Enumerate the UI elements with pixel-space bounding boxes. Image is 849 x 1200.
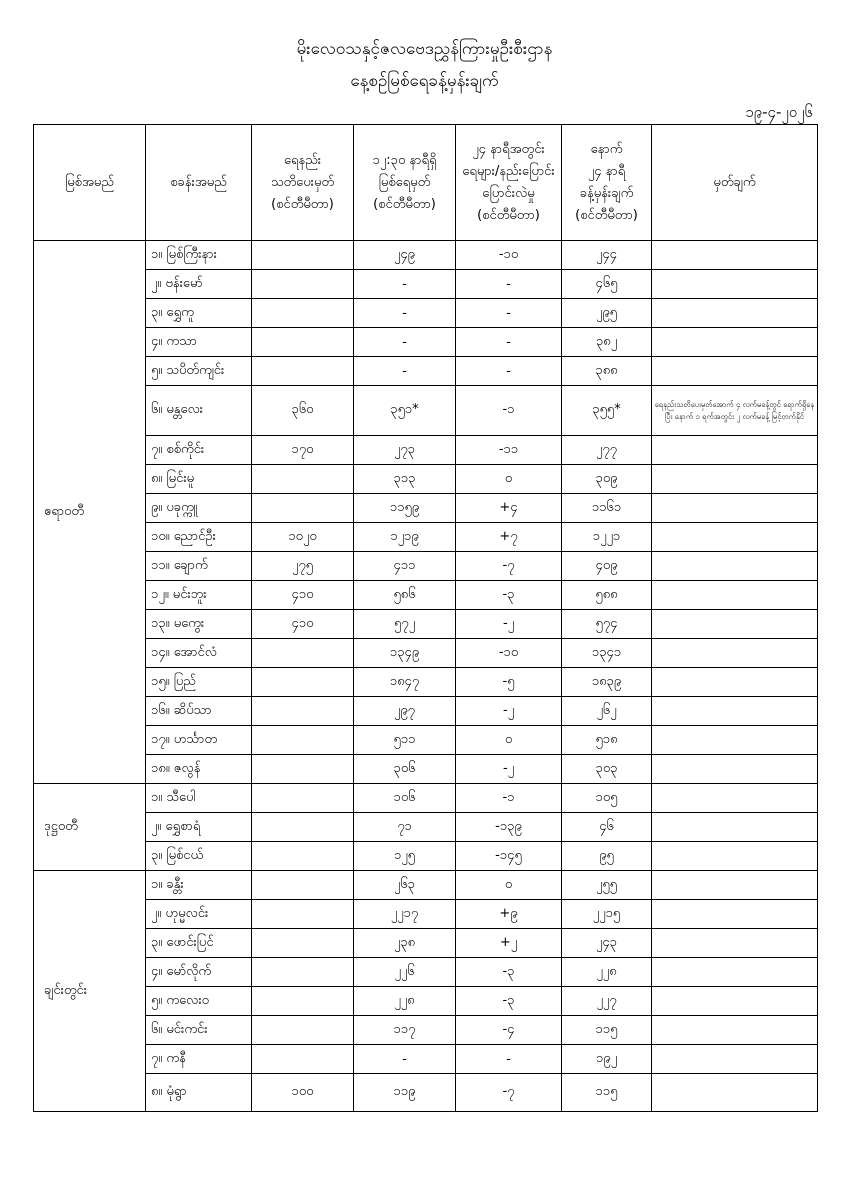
warning-level [252,755,354,784]
level-change: -၂ [456,697,562,726]
remark [652,929,818,958]
warning-level [252,357,354,386]
col-change-header: ၂၄ နာရီအတွင်း ရေများ/နည်းပြောင်း ပြောင်းလဲမှု (စင်တီမီတာ) [456,125,562,241]
warning-level: ၄၁၀ [252,610,354,639]
level-change: - [456,1045,562,1074]
forecast-level: ၂၄၄ [562,241,652,270]
water-level: ၃၅၁* [354,386,456,436]
level-change: +၄ [456,494,562,523]
remark [652,668,818,697]
table-row [34,871,818,900]
station-name: ၁၅။ ပြည် [146,668,252,697]
water-level: ၂၇၃ [354,436,456,465]
warning-level [252,639,354,668]
station-name: ၄။ မော်လိုက် [146,958,252,987]
col-warning-level-header: ရေနည်း သတိပေးမှတ် (စင်တီမီတာ) [252,125,354,241]
station-name: ၁၆။ ဆိပ်သာ [146,697,252,726]
table-row [34,436,818,465]
level-change: -၃ [456,581,562,610]
water-level: ၂၄၉ [354,241,456,270]
station-name: ၆။ မင်းကင်း [146,1016,252,1045]
station-name: ၁။ သီပေါ [146,784,252,813]
table-row [34,552,818,581]
level-change: -၃ [456,958,562,987]
col-forecast-header: နောက် ၂၄ နာရီ ခန့်မှန်းချက် (စင်တီမီတာ) [562,125,652,241]
table-row [34,494,818,523]
remark [652,328,818,357]
warning-level [252,726,354,755]
station-name: ၃။ ဖောင်းပြင် [146,929,252,958]
station-name: ၁၁။ ချောက် [146,552,252,581]
table-row [34,328,818,357]
remark [652,639,818,668]
water-level: ၂၂၆ [354,958,456,987]
station-name: ၁၃။ မကွေး [146,610,252,639]
forecast-level: ၃၀၉ [562,465,652,494]
water-level: ၁၂၅ [354,842,456,871]
level-change: +၇ [456,523,562,552]
forecast-level: ၂၉၅ [562,299,652,328]
river-name: ချင်းတွင်း [34,871,146,1112]
forecast-level: ၃၈၂ [562,328,652,357]
water-level: ၂၂၁၇ [354,900,456,929]
forecast-level: ၁၈၃၉ [562,668,652,697]
station-name: ၁၂။ မင်းဘူး [146,581,252,610]
table-row [34,610,818,639]
water-level: ၃၁၃ [354,465,456,494]
station-name: ၂။ ဟုမ္မလင်း [146,900,252,929]
warning-level: ၁၀၂၀ [252,523,354,552]
level-change: +၂ [456,929,562,958]
level-change: -၁၃၉ [456,813,562,842]
forecast-level: ၂၇၇ [562,436,652,465]
table-row [34,357,818,386]
table-row [34,299,818,328]
title-line-2: နေ့စဉ်မြစ်ရေခန့်မှန်းချက် [350,71,499,91]
water-level: - [354,299,456,328]
forecast-level: ၂၂၈ [562,958,652,987]
level-change: -၁၀ [456,639,562,668]
remark [652,900,818,929]
station-name: ၉။ ပခုက္ကူ [146,494,252,523]
remark [652,842,818,871]
warning-level [252,299,354,328]
forecast-level: ၂၂၇ [562,987,652,1016]
warning-level [252,842,354,871]
forecast-level: ၃၀၃ [562,755,652,784]
remark [652,784,818,813]
remark [652,958,818,987]
station-name: ၅။ သပိတ်ကျင်း [146,357,252,386]
table-row [34,386,818,436]
forecast-level: ၅၈၈ [562,581,652,610]
water-level: ၁၁၉ [354,1074,456,1112]
station-name: ၄။ ကသာ [146,328,252,357]
warning-level [252,900,354,929]
river-name: ဧရာဝတီ [34,241,146,784]
warning-level [252,813,354,842]
station-name: ၁၇။ ဟင်္သာတ [146,726,252,755]
table-row [34,784,818,813]
forecast-level: ၃၈၈ [562,357,652,386]
title-line-1: မိုးလေဝသနှင့်ဇလဗေဒညွှန်ကြားမှုဦးစီးဌာန [296,39,553,59]
table-body [34,241,818,1112]
remark [652,552,818,581]
level-change: -၇ [456,552,562,581]
warning-level: ၁၇၀ [252,436,354,465]
warning-level [252,1016,354,1045]
report-date: ၁၉-၄-၂၀၂၆ [745,103,813,121]
level-change: ၀ [456,465,562,494]
level-change: -၇ [456,1074,562,1112]
water-level: ၁၁၅၉ [354,494,456,523]
forecast-level: ၁၁၆၁ [562,494,652,523]
level-change: -၅ [456,668,562,697]
remark [652,299,818,328]
level-change: -၂ [456,610,562,639]
forecast-level: ၂၄၃ [562,929,652,958]
level-change: ၀ [456,871,562,900]
table-row [34,639,818,668]
level-change: -၁ [456,784,562,813]
table-row [34,668,818,697]
water-level: - [354,1045,456,1074]
warning-level: ၂၇၅ [252,552,354,581]
forecast-level: ၅၁၈ [562,726,652,755]
level-change: -၂ [456,755,562,784]
water-level: ၅၁၁ [354,726,456,755]
table-row [34,987,818,1016]
station-name: ၂။ ရွှေစာရံ [146,813,252,842]
table-row [34,270,818,299]
level-change: -၁၁ [456,436,562,465]
forecast-level: ၁၂၂၁ [562,523,652,552]
water-level: ၂၆၃ [354,871,456,900]
table-row [34,581,818,610]
remark [652,871,818,900]
table-row [34,523,818,552]
table-row [34,1016,818,1045]
water-level: ၁၃၄၉ [354,639,456,668]
level-change: -၃ [456,987,562,1016]
remark [652,610,818,639]
level-change: +၉ [456,900,562,929]
table-row [34,726,818,755]
water-level: ၁၈၄၇ [354,668,456,697]
level-change: - [456,357,562,386]
table-row [34,958,818,987]
station-name: ၁။ မြစ်ကြီးနား [146,241,252,270]
remark [652,697,818,726]
remark [652,523,818,552]
river-name: ဒုဋ္ဌဝတီ [34,784,146,871]
warning-level: ၃၆၀ [252,386,354,436]
station-name: ၃။ မြစ်ငယ် [146,842,252,871]
station-name: ၅။ ကလေးဝ [146,987,252,1016]
warning-level [252,328,354,357]
table-row [34,755,818,784]
station-name: ၇။ စစ်ကိုင်း [146,436,252,465]
warning-level [252,871,354,900]
table-row [34,241,818,270]
forecast-level: ၁၁၅ [562,1074,652,1112]
river-level-table [33,124,818,1112]
forecast-level: ၅၇၄ [562,610,652,639]
station-name: ၁။ ခန္တီး [146,871,252,900]
water-level: ၃၀၆ [354,755,456,784]
table-row [34,842,818,871]
remark: ရေနည်းသတိပေးမှတ်အောက် ၄ လက်မခန့်တွင် ရောက်ရှိနေပြီး နောက် ၁ ရက်အတွင်း ၂ လက်မခန့် မြင့်တက်နိုင် [652,386,818,436]
table-row [34,1045,818,1074]
water-level: - [354,357,456,386]
level-change: - [456,328,562,357]
warning-level: ၄၁၀ [252,581,354,610]
forecast-level: ၁၃၄၁ [562,639,652,668]
col-station-header: စခန်းအမည် [146,125,252,241]
water-level: ၂၂၈ [354,987,456,1016]
remark [652,755,818,784]
water-level: ၁၀၆ [354,784,456,813]
remark [652,813,818,842]
col-river-header: မြစ်အမည် [34,125,146,241]
remark [652,241,818,270]
forecast-level: ၂၅၅ [562,871,652,900]
remark [652,465,818,494]
warning-level [252,1045,354,1074]
water-level: ၂၃၈ [354,929,456,958]
water-level: - [354,270,456,299]
table-row [34,900,818,929]
water-level: ၅၈၆ [354,581,456,610]
forecast-level: ၄၆ [562,813,652,842]
station-name: ၁၈။ ဇလွန် [146,755,252,784]
level-change: - [456,270,562,299]
remark [652,987,818,1016]
warning-level [252,494,354,523]
forecast-level: ၄၀၉ [562,552,652,581]
water-level: ၁၁၇ [354,1016,456,1045]
warning-level [252,929,354,958]
level-change: -၁ [456,386,562,436]
remark [652,1074,818,1112]
station-name: ၈။ မုံရွာ [146,1074,252,1112]
level-change: - [456,299,562,328]
station-name: ၁၀။ ညောင်ဦး [146,523,252,552]
station-name: ၆။ မန္တလေး [146,386,252,436]
col-water-level-header: ၁၂:၃၀ နာရီရှိ မြစ်ရေမှတ် (စင်တီမီတာ) [354,125,456,241]
water-level: ၄၁၁ [354,552,456,581]
level-change: -၁၄၅ [456,842,562,871]
warning-level: ၁၀၀ [252,1074,354,1112]
remark [652,270,818,299]
col-remark-header: မှတ်ချက် [652,125,818,241]
water-level: ၇၁ [354,813,456,842]
forecast-level: ၁၉၂ [562,1045,652,1074]
table-row [34,465,818,494]
remark [652,494,818,523]
table-row [34,697,818,726]
warning-level [252,697,354,726]
remark [652,357,818,386]
warning-level [252,668,354,697]
warning-level [252,241,354,270]
water-level: ၂၉၇ [354,697,456,726]
station-name: ၃။ ရွှေကူ [146,299,252,328]
remark [652,1016,818,1045]
remark [652,436,818,465]
forecast-level: ၁၀၅ [562,784,652,813]
forecast-level: ၉၅ [562,842,652,871]
remark [652,726,818,755]
forecast-level: ၄၆၅ [562,270,652,299]
forecast-level: ၁၁၅ [562,1016,652,1045]
station-name: ၂။ ဗန်းမော် [146,270,252,299]
table-row [34,929,818,958]
forecast-level: ၂၂၁၅ [562,900,652,929]
forecast-level: ၂၆၂ [562,697,652,726]
water-level: ၁၂၁၉ [354,523,456,552]
level-change: -၁၀ [456,241,562,270]
forecast-level: ၃၅၅* [562,386,652,436]
warning-level [252,784,354,813]
level-change: -၄ [456,1016,562,1045]
warning-level [252,958,354,987]
water-level: - [354,328,456,357]
header-row [34,125,818,241]
water-level: ၅၇၂ [354,610,456,639]
table-row [34,813,818,842]
table-row [34,1074,818,1112]
warning-level [252,270,354,299]
station-name: ၁၄။ အောင်လံ [146,639,252,668]
remark [652,581,818,610]
warning-level [252,987,354,1016]
remark [652,1045,818,1074]
station-name: ၈။ မြင်းမူ [146,465,252,494]
warning-level [252,465,354,494]
station-name: ၇။ ကနီ [146,1045,252,1074]
level-change: ၀ [456,726,562,755]
